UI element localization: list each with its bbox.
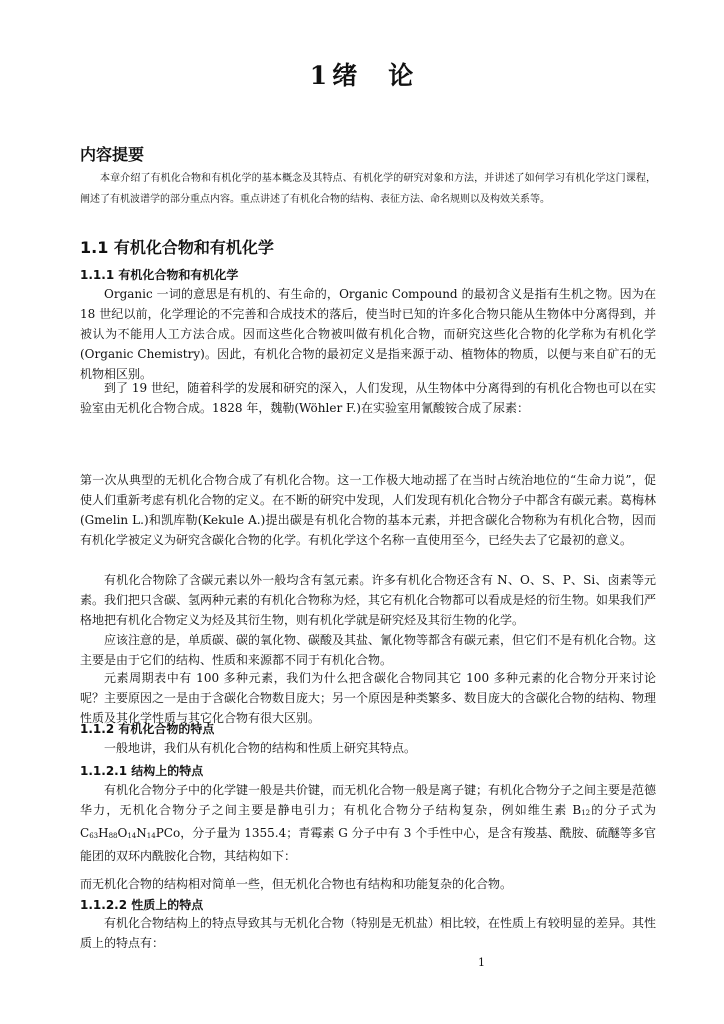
section-heading-1-1-2-1: 1.1.2.1 结构上的特点 (80, 764, 204, 778)
paragraph-vitalism: 第一次从典型的无机化合物合成了有机化合物。这一工作极大地动摇了在当时占统治地位的“生命力说”，促使人们重新考虑有机化合物的定义。在不断的研究中发现，人们发现有机化合物分子中都含有碳元素。葛梅林(Gmelin L.)和凯库勒(Kekule A.)提出碳是有机化合物的基本元素，并把含碳化合物称为有机化合物，因而有机化学被定义为研究含碳化合物的化学。有机化学这个名称一直使用至今，已经失去了它最初的意义。 (80, 473, 657, 547)
section-heading-1-1-1: 1.1.1 有机化合物和有机化学 (80, 268, 239, 282)
summary-heading: 内容提要 (80, 145, 145, 164)
paragraph-periodic-table: 元素周期表中有 100 多种元素，我们为什么把含碳化合物同其它 100 多种元素的化合物分开来讨论呢？主要原因之一是由于含碳化合物数目庞大；另一个原因是种类繁多、数目庞大的含碳化合物的结构、物理性质及其化学性质与其它化合物有很大区别。 (80, 671, 657, 725)
paragraph-carbon-exceptions: 应该注意的是，单质碳、碳的氧化物、碳酸及其盐、氰化物等都含有碳元素，但它们不是有机化合物。这主要是由于它们的结构、性质和来源都不同于有机化合物。 (80, 633, 657, 667)
paragraph-inorganic-structure: 而无机化合物的结构相对简单一些，但无机化合物也有结构和功能复杂的化合物。 (80, 877, 513, 891)
section-heading-1-1: 1.1 有机化合物和有机化学 (80, 238, 274, 257)
paragraph-hydrocarbons: 有机化合物除了含碳元素以外一般均含有氢元素。许多有机化合物还含有 N、O、S、P、Si、卤素等元素。我们把只含碳、氢两种元素的有机化合物称为烃，其它有机化合物都可以看成是烃的衍生物。如果我们严格地把有机化合物定义为烃及其衍生物，则有机化学就是研究烃及其衍生物的化学。 (80, 573, 657, 627)
chapter-title-char-2: 论 (388, 61, 415, 90)
page-number: 1 (478, 956, 485, 969)
paragraph-wohler: 到了 19 世纪，随着科学的发展和研究的深入，人们发现，从生物体中分离得到的有机化合物也可以在实验室由无机化合物合成。1828 年，魏勒(Wöhler F.)在实验室用氰酸铵合成了尿素： (80, 381, 656, 415)
section-heading-1-1-2-2: 1.1.2.2 性质上的特点 (80, 898, 204, 912)
chapter-number: 1 (309, 61, 329, 90)
section-heading-1-1-2: 1.1.2 有机化合物的特点 (80, 722, 215, 736)
paragraph-structure-features: 有机化合物分子中的化学键一般是共价键，而无机化合物一般是离子键；有机化合物分子之间主要是范德华力，无机化合物分子之间主要是静电引力；有机化合物分子结构复杂，例如维生素 $B_{12}$的分子式为 $C_{63}H_{88}O_{14}N_{14}PCo$，分子量为 1355.4；青霉素 G 分子中有 3 个手性中心，是含有羧基、酰胺、硫醚等多官能团的双环内酰胺化合物，其结构如下： (80, 783, 657, 863)
paragraph-organic-origin: Organic 一词的意思是有机的、有生命的，Organic Compound 的最初含义是指有生机之物。因为在 18 世纪以前，化学理论的不完善和合成技术的落后，使当时已知的许多化合物只能从生物体中分离得到，并被认为不能用人工方法合成。因而这些化合物被叫做有机化合物，而研究这些化合物的化学称为有机化学(Organic Chemistry)。因此，有机化合物的最初定义是指来源于动、植物体的物质，以便与来自矿石的无机物相区别。 (80, 287, 656, 381)
chapter-title (0, 56, 724, 92)
paragraph-features-intro: 一般地讲，我们从有机化合物的结构和性质上研究其特点。 (104, 741, 417, 755)
paragraph-property-features: 有机化合物结构上的特点导致其与无机化合物（特别是无机盐）相比较，在性质上有较明显的差异。其性质上的特点有： (80, 916, 657, 950)
chapter-title-char-1: 绪 (332, 61, 359, 90)
summary-text: 本章介绍了有机化合物和有机化学的基本概念及其特点、有机化学的研究对象和方法，并讲述了如何学习有机化学这门课程，阐述了有机波谱学的部分重点内容。重点讲述了有机化合物的结构、表征方法、命名规则以及构效关系等。 (80, 173, 656, 205)
